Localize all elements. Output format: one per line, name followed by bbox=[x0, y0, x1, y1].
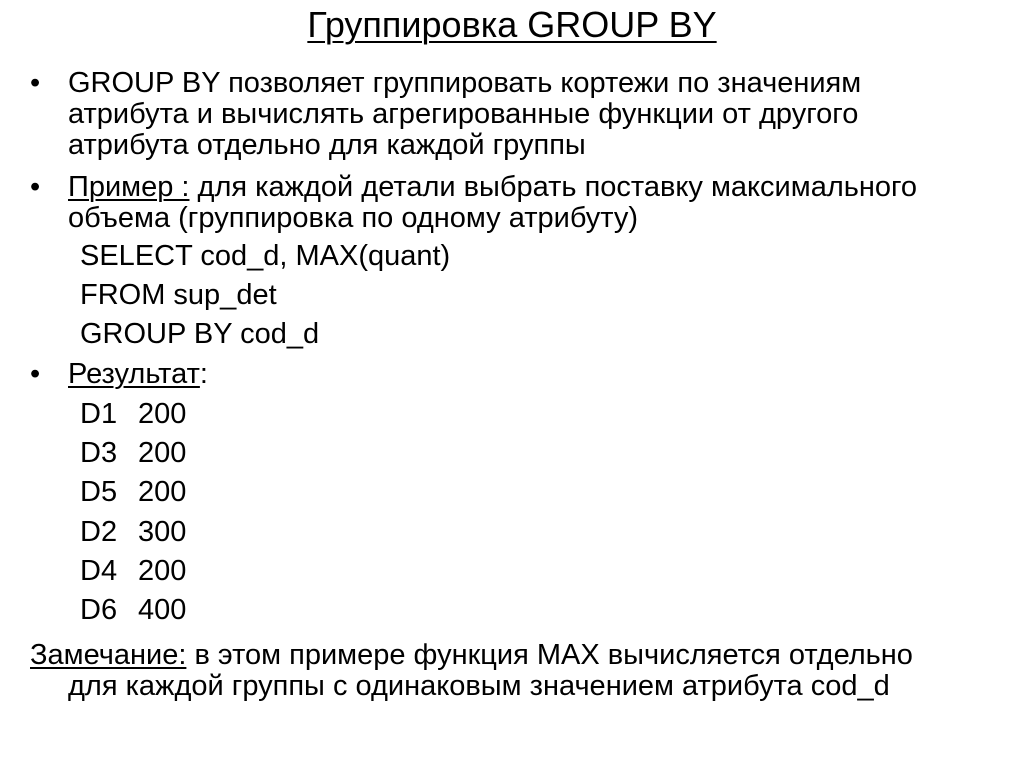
result-row bbox=[80, 477, 186, 508]
bullet2-line-1 bbox=[68, 172, 917, 203]
result-row bbox=[80, 399, 186, 430]
result-value: 300 bbox=[138, 516, 187, 548]
result-code: D1 bbox=[80, 398, 118, 430]
result-value: 400 bbox=[138, 594, 187, 626]
bullet-marker-1: • bbox=[30, 67, 41, 99]
result-label: Результат bbox=[68, 358, 200, 390]
result-code: D6 bbox=[80, 594, 118, 626]
bullet2-line-2: объема (группировка по одному атрибуту) bbox=[68, 202, 639, 234]
note-line-1 bbox=[30, 640, 913, 671]
note-text: в этом примере функция MAX вычисляется отдельно bbox=[186, 639, 913, 671]
result-row bbox=[80, 438, 186, 469]
bullet1-line-1: GROUP BY позволяет группировать кортежи по значениям bbox=[68, 67, 862, 99]
example-label: Пример : bbox=[68, 171, 190, 203]
result-code: D2 bbox=[80, 516, 118, 548]
sql-line-select: SELECT cod_d, MAX(quant) bbox=[80, 240, 451, 272]
result-value: 200 bbox=[138, 437, 187, 469]
bullet-marker-2: • bbox=[30, 171, 41, 203]
result-value: 200 bbox=[138, 476, 187, 508]
result-code: D5 bbox=[80, 476, 118, 508]
result-row bbox=[80, 556, 186, 587]
sql-line-group-by: GROUP BY cod_d bbox=[80, 318, 320, 350]
result-row bbox=[80, 517, 186, 548]
slide-title: Группировка GROUP BY bbox=[307, 4, 717, 45]
result-code: D4 bbox=[80, 555, 118, 587]
result-value: 200 bbox=[138, 398, 187, 430]
bullet1-line-3: атрибута отдельно для каждой группы bbox=[68, 129, 586, 161]
bullet3-line bbox=[68, 359, 208, 390]
result-row bbox=[80, 595, 186, 626]
result-value: 200 bbox=[138, 555, 187, 587]
sql-line-from: FROM sup_det bbox=[80, 279, 277, 311]
note-label: Замечание: bbox=[30, 639, 187, 671]
result-suffix: : bbox=[199, 358, 208, 390]
bullet1-line-2: атрибута и вычислять агрегированные функции от другого bbox=[68, 98, 859, 130]
note-line-2: для каждой группы с одинаковым значением атрибута cod_d bbox=[68, 670, 890, 702]
result-code: D3 bbox=[80, 437, 118, 469]
example-text: для каждой детали выбрать поставку максимального bbox=[189, 171, 918, 203]
bullet-marker-3: • bbox=[30, 358, 41, 390]
